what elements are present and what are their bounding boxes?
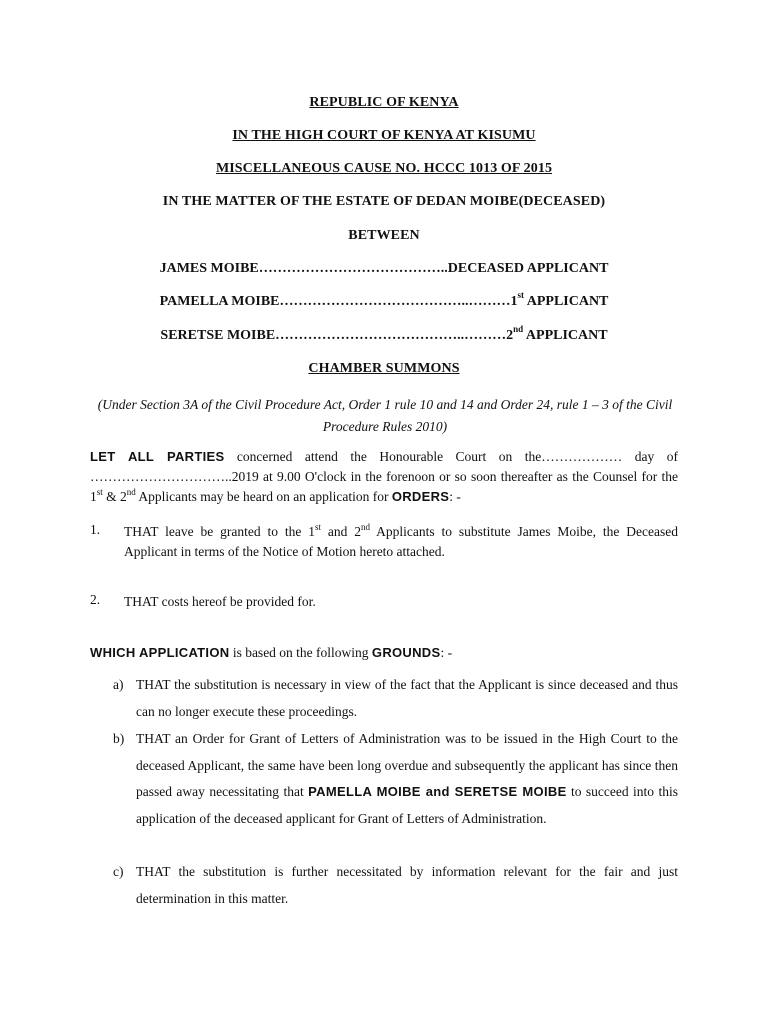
which-tail: : - — [440, 645, 453, 660]
let-all-parties-paragraph — [90, 447, 678, 507]
order-text — [124, 522, 678, 562]
let-all-text: & 2 — [102, 489, 127, 504]
ordinal-sup: st — [314, 521, 321, 532]
party-role-number: 1 — [510, 294, 518, 309]
order-text-part: and 2 — [321, 524, 362, 539]
cause-heading: MISCELLANEOUS CAUSE NO. HCCC 1013 OF 2015 — [215, 161, 553, 176]
order-number: 2. — [90, 592, 101, 607]
let-all-parties-label: LET ALL PARTIES — [90, 449, 225, 464]
party-role: APPLICANT — [524, 294, 609, 309]
order-text-part: THAT leave be granted to the 1 — [124, 524, 315, 539]
ground-label: b) — [113, 731, 125, 746]
grounds-label: GROUNDS — [371, 645, 441, 660]
party-name: PAMELLA MOIBE — [159, 294, 280, 309]
party-dots: ………………………………….. — [258, 261, 448, 276]
court-heading: IN THE HIGH COURT OF KENYA AT KISUMU — [232, 128, 536, 143]
ground-text: THAT the substitution is necessary in view of the fact that the Applicant is since deceased and thus can no longer execute these proceedings. — [136, 677, 678, 719]
ordinal-sup: nd — [126, 486, 136, 497]
orders-label: ORDERS — [391, 489, 450, 504]
party-name: JAMES MOIBE — [159, 261, 259, 276]
order-text-part: Applicants to substitute James Moibe, the Deceased Applicant in terms of the Notice of Motion hereto attached. — [124, 524, 678, 559]
ground-bold-names: PAMELLA MOIBE and SERETSE MOIBE — [308, 784, 567, 799]
republic-heading: REPUBLIC OF KENYA — [309, 95, 459, 110]
party-line-deceased — [0, 261, 768, 277]
party-role: APPLICANT — [523, 328, 608, 343]
ground-label: c) — [113, 864, 124, 879]
party-line-first — [0, 290, 768, 310]
party-line-second — [0, 324, 768, 344]
ordinal-sup: st — [96, 486, 103, 497]
party-role: DECEASED APPLICANT — [447, 261, 609, 276]
which-text: is based on the following — [229, 645, 372, 660]
ground-text: THAT the substitution is further necessitated by information relevant for the fair and just determination in this matter. — [136, 864, 678, 906]
let-all-text: Applicants may be heard on an application for — [135, 489, 392, 504]
party-role-sup: nd — [513, 324, 524, 335]
summons-title: CHAMBER SUMMONS — [308, 361, 460, 376]
let-all-tail: : - — [449, 489, 461, 504]
ground-text — [136, 726, 678, 832]
order-number: 1. — [90, 522, 101, 537]
under-section-note: (Under Section 3A of the Civil Procedure Act, Order 1 rule 10 and 14 and Order 24, rule 1 – 3 of the Civil Procedure Rules 2010) — [97, 397, 673, 434]
party-role-number: 2 — [506, 328, 514, 343]
order-text: THAT costs hereof be provided for. — [124, 594, 316, 609]
ground-label: a) — [113, 677, 124, 692]
ordinal-sup: nd — [361, 521, 371, 532]
let-all-text: concerned attend the Honourable Court on the……………… day of …………………………..2019 at 9.00 O'clock in the forenoon or so soon thereafter as the Counsel for the 1 — [90, 449, 678, 504]
party-dots: …………………………………..……… — [279, 294, 511, 309]
party-role-sup: st — [517, 290, 524, 301]
matter-heading: IN THE MATTER OF THE ESTATE OF DEDAN MOIBE(DECEASED) — [162, 194, 606, 209]
which-application-paragraph — [90, 643, 678, 663]
ground-text-part: THAT an Order for Grant of Letters of Administration was to be issued in the High Court to the deceased Applicant, the same have been long overdue and subsequently the applicant has since then passed away necessitating that — [136, 731, 678, 799]
party-dots: …………………………………..……… — [275, 328, 507, 343]
ground-text-part: to succeed into this application of the deceased applicant for Grant of Letters of Administration. — [136, 784, 678, 826]
which-application-label: WHICH APPLICATION — [90, 645, 230, 660]
party-name: SERETSE MOIBE — [160, 328, 276, 343]
between-heading: BETWEEN — [348, 228, 420, 243]
